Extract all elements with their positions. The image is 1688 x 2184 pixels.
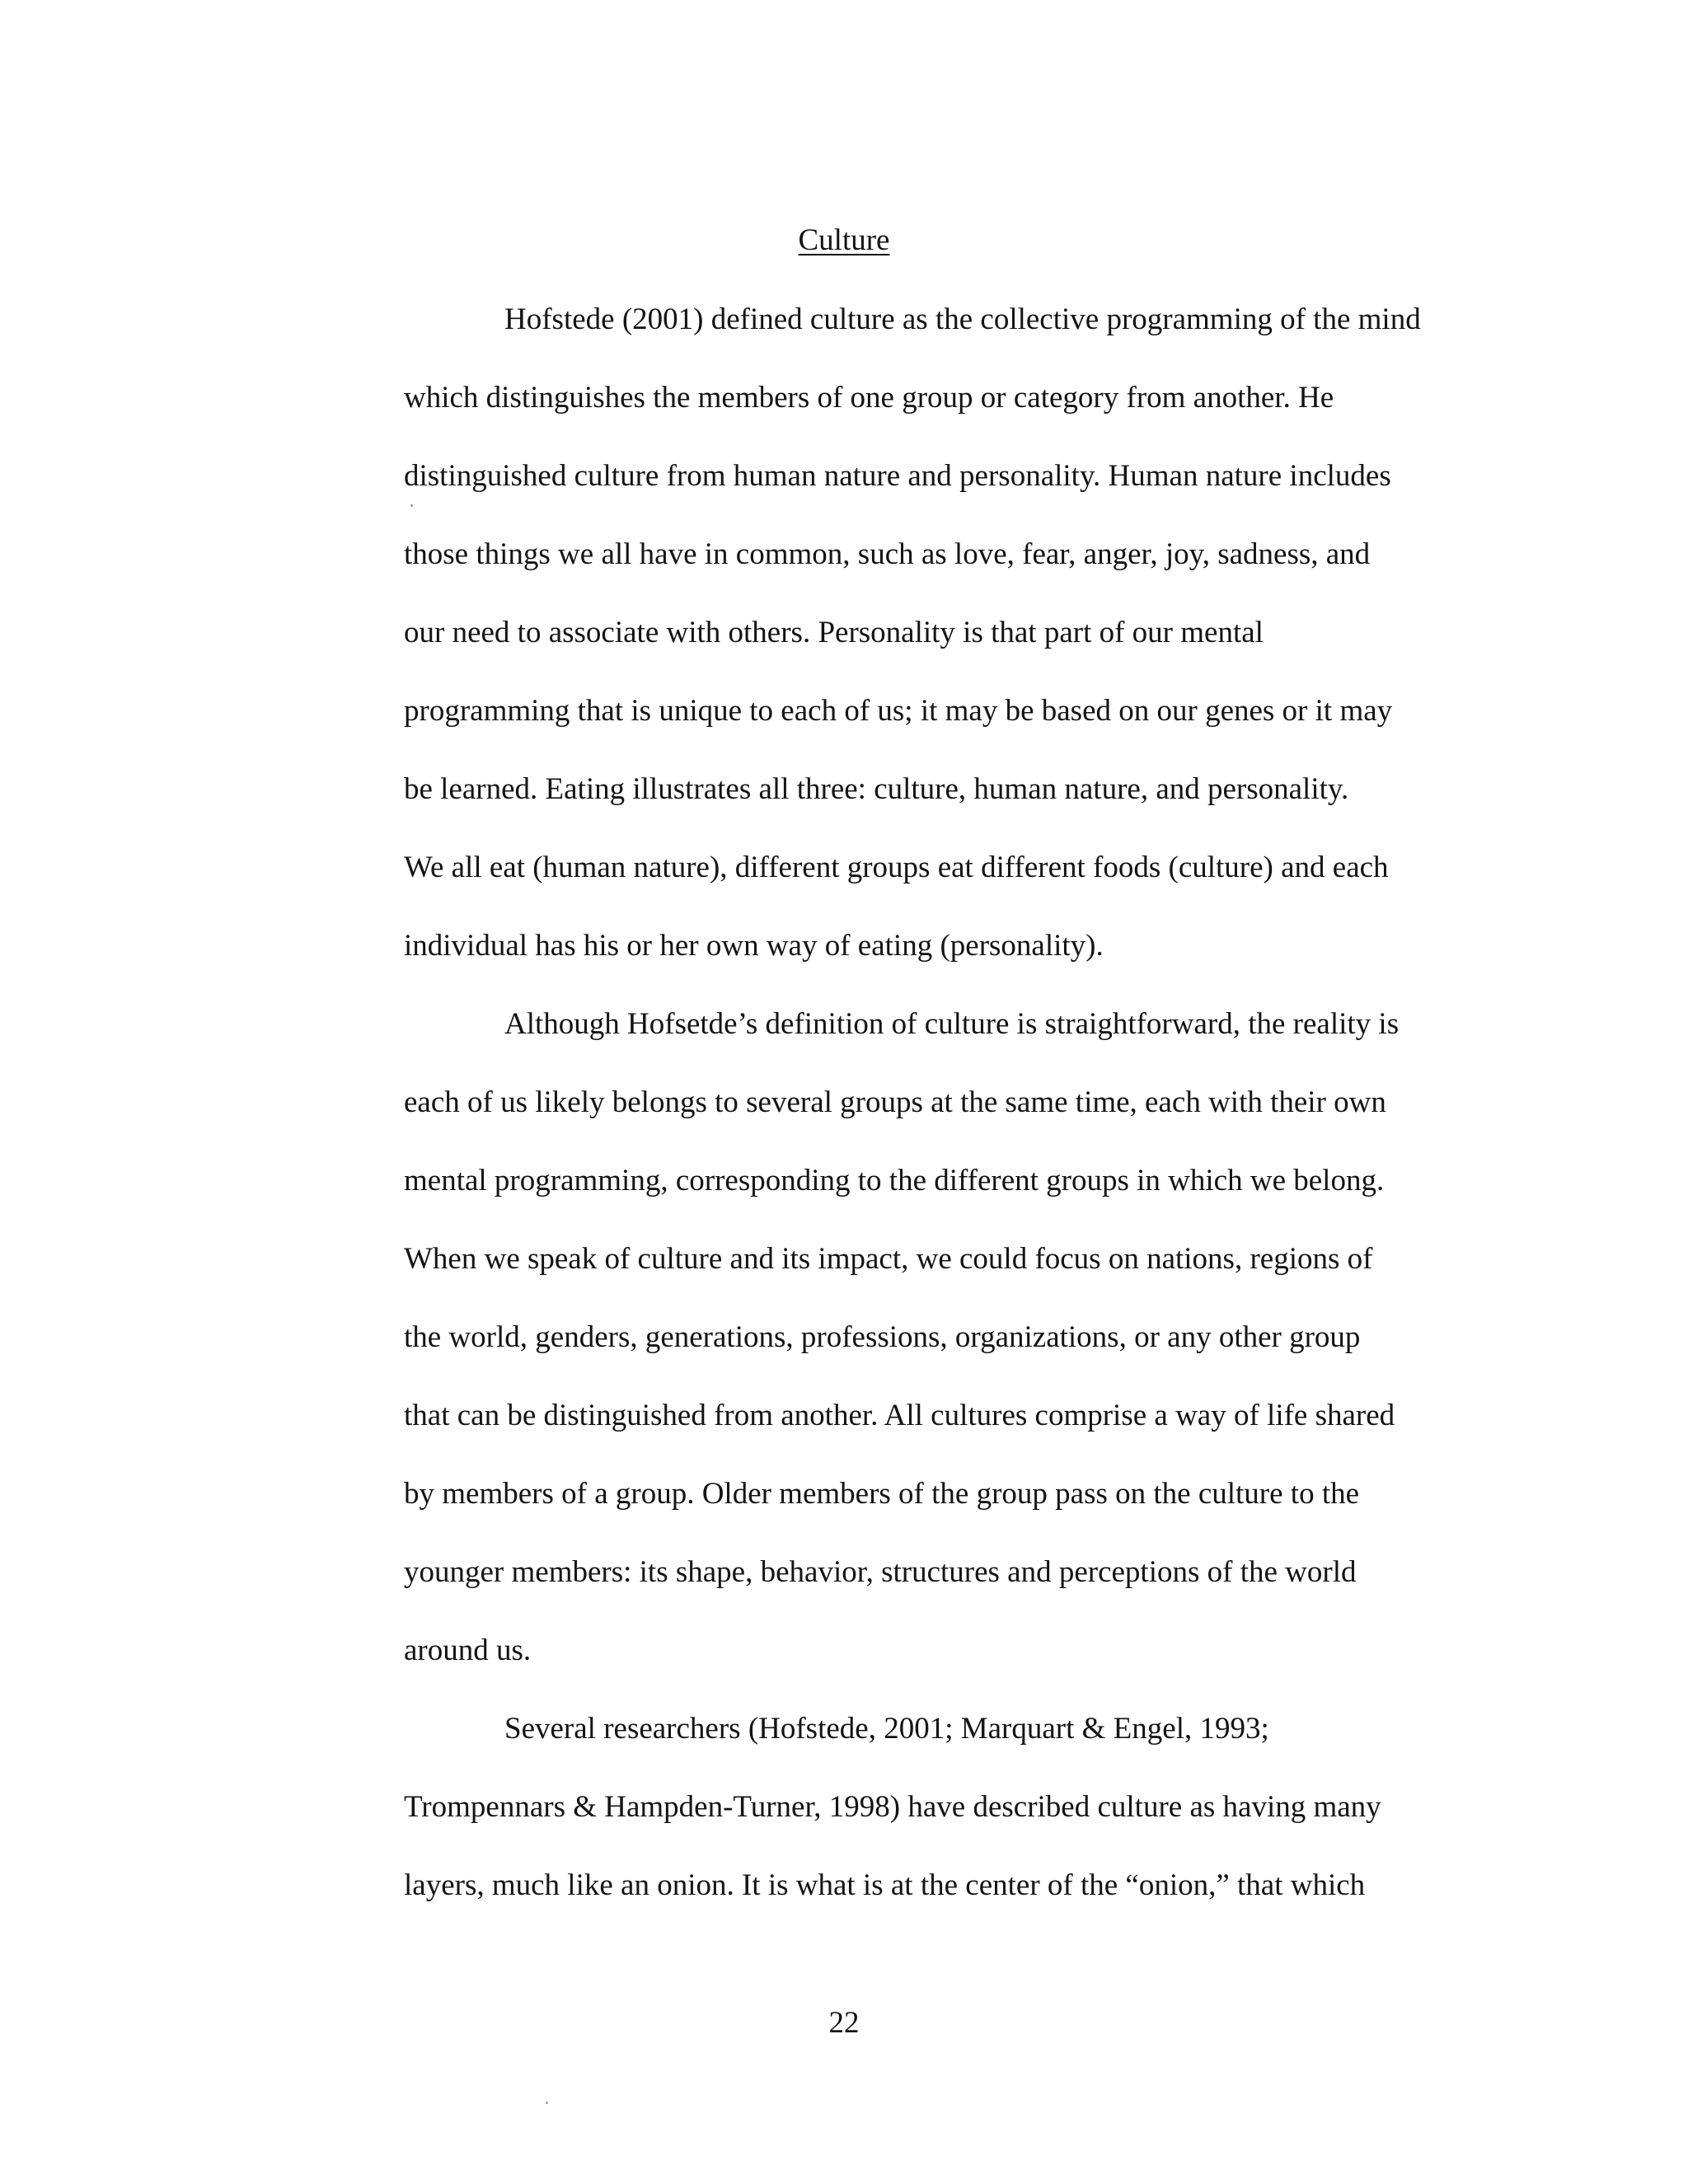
paragraph-2-line-2: each of us likely belongs to several groups at the same time, each with their own — [404, 1085, 1386, 1119]
paragraph-2-line-9: around us. — [404, 1633, 532, 1667]
paragraph-1-line-2: which distinguishes the members of one group or category from another. He — [404, 381, 1334, 415]
paragraph-1-line-9: individual has his or her own way of eating (personality). — [404, 929, 1104, 963]
paragraph-2-line-8: younger members: its shape, behavior, structures and perceptions of the world — [404, 1555, 1357, 1589]
paragraph-2-line-4: When we speak of culture and its impact, we could focus on nations, regions of — [404, 1242, 1373, 1276]
paragraph-2-line-1: Although Hofsetde’s definition of culture is straightforward, the reality is — [504, 1007, 1400, 1041]
paragraph-2-line-6: that can be distinguished from another. All cultures comprise a way of life shared — [404, 1399, 1395, 1432]
paragraph-2-line-7: by members of a group. Older members of the group pass on the culture to the — [404, 1477, 1360, 1511]
scan-speck — [546, 2102, 548, 2104]
scan-speck — [410, 504, 413, 507]
paragraph-1-line-4: those things we all have in common, such as love, fear, anger, joy, sadness, and — [404, 537, 1371, 571]
paragraph-1-line-1: Hofstede (2001) defined culture as the collective programming of the mind — [504, 302, 1421, 336]
paragraph-1-line-7: be learned. Eating illustrates all three: culture, human nature, and personality. — [404, 772, 1349, 806]
paragraph-3-line-2: Trompennars & Hampden-Turner, 1998) have described culture as having many — [404, 1790, 1381, 1824]
paragraph-2-line-5: the world, genders, generations, professions, organizations, or any other group — [404, 1320, 1361, 1354]
paragraph-3-line-3: layers, much like an onion. It is what is at the center of the “onion,” that which — [404, 1868, 1366, 1902]
paragraph-1-line-3: distinguished culture from human nature and personality. Human nature includes — [404, 459, 1391, 493]
section-heading: Culture — [798, 223, 890, 257]
paragraph-1-line-8: We all eat (human nature), different groups eat different foods (culture) and each — [404, 851, 1389, 884]
paragraph-3-line-1: Several researchers (Hofstede, 2001; Marquart & Engel, 1993; — [504, 1712, 1269, 1746]
paragraph-1-line-5: our need to associate with others. Personality is that part of our mental — [404, 616, 1264, 649]
page-number: 22 — [828, 2006, 860, 2040]
paragraph-2-line-3: mental programming, corresponding to the different groups in which we belong. — [404, 1164, 1385, 1197]
paragraph-1-line-6: programming that is unique to each of us; it may be based on our genes or it may — [404, 694, 1393, 728]
